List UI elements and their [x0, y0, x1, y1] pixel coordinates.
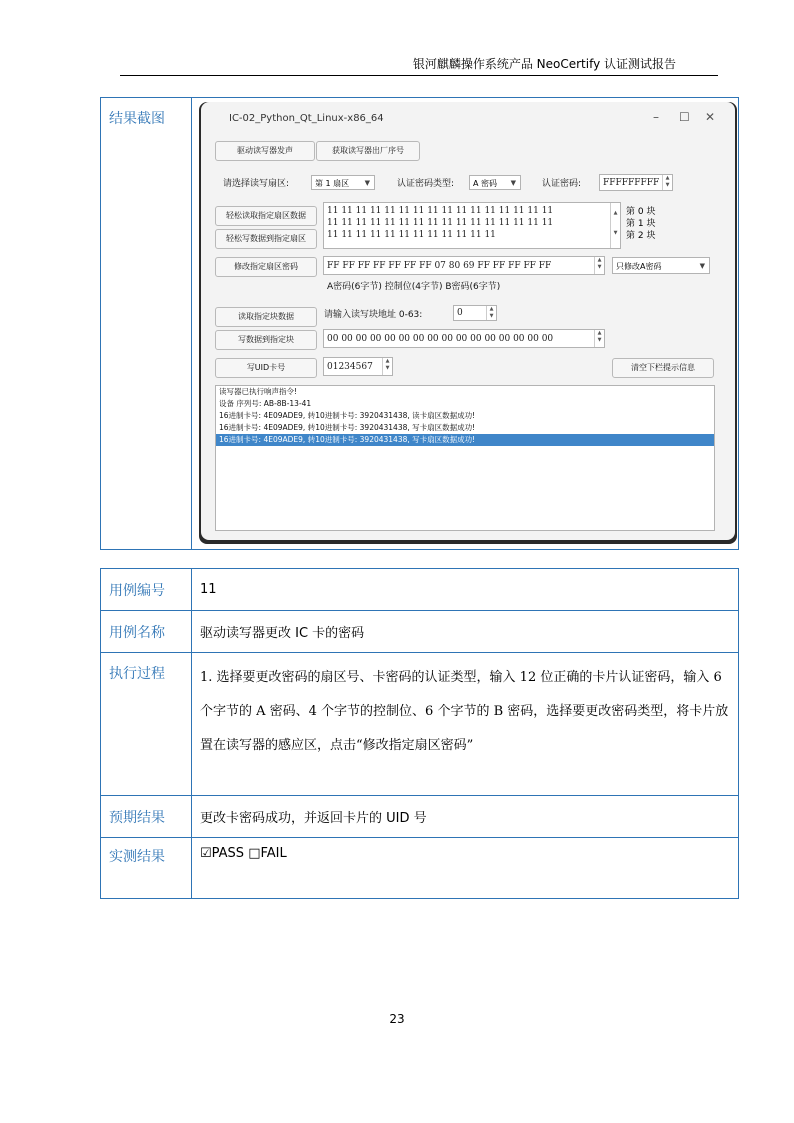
block-labels [626, 206, 655, 242]
maximize-icon[interactable]: ☐ [679, 110, 690, 124]
header-divider [120, 75, 718, 76]
block-label: 第 2 块 [626, 231, 656, 241]
case-name-value: 驱动读写器更改 IC 卡的密码 [192, 611, 739, 653]
app-window [199, 102, 737, 544]
uid-value: 01234567 [327, 362, 373, 372]
sector-select-value: 第 1 扇区 [315, 179, 350, 188]
actual-result-value: ☑PASS □FAIL [192, 838, 739, 899]
uid-input[interactable] [323, 357, 393, 376]
auth-pwd-label: 认证密码: [542, 179, 582, 189]
block-address-input[interactable] [453, 305, 497, 321]
change-mode-select[interactable] [612, 257, 710, 274]
log-item-selected[interactable]: 16进制卡号: 4E09ADE9, 转10进制卡号: 3920431438, 写卡扇区数据成功! [216, 434, 714, 446]
auth-pwd-input[interactable] [599, 174, 673, 191]
block-label: 第 1 块 [626, 219, 656, 229]
block-data-value: 00 00 00 00 00 00 00 00 00 00 00 00 00 00 00 00 [327, 334, 554, 344]
auth-type-value: A 密码 [473, 179, 498, 188]
scrollbar[interactable]: ▲ ▼ [610, 203, 620, 248]
block-address-value: 0 [457, 308, 463, 318]
log-item[interactable]: 16进制卡号: 4E09ADE9, 转10进制卡号: 3920431438, 读卡扇区数据成功! [219, 411, 476, 420]
procedure-label: 执行过程 [101, 653, 192, 796]
spinner-icon[interactable]: ▲ ▼ [486, 306, 496, 320]
new-password-value: FF FF FF FF FF FF FF 07 80 69 FF FF FF FF FF [327, 261, 552, 271]
spinner-icon[interactable]: ▲ ▼ [594, 330, 604, 347]
close-icon[interactable]: ✕ [705, 110, 716, 124]
change-password-button[interactable]: 修改指定扇区密码 [215, 257, 317, 277]
write-block-button[interactable]: 写数据到指定块 [215, 330, 317, 350]
case-id-label: 用例编号 [101, 569, 192, 611]
title-bar [201, 102, 735, 136]
new-password-input[interactable] [323, 256, 605, 275]
get-serial-button[interactable]: 获取读写器出厂序号 [316, 141, 420, 161]
auth-type-label: 认证密码类型: [397, 179, 455, 189]
log-item[interactable]: 读写器已执行响声指令! [219, 387, 298, 396]
clear-log-button[interactable]: 清空下栏提示信息 [612, 358, 714, 378]
screenshot-cell [192, 98, 739, 550]
read-sector-button[interactable]: 轻松读取指定扇区数据 [215, 206, 317, 226]
log-item[interactable]: 设备 序列号: AB-8B-13-41 [219, 399, 312, 408]
sector-select[interactable] [311, 175, 375, 190]
block-address-label: 请输入读写块地址 0-63: [324, 310, 423, 320]
block-data-input[interactable] [323, 329, 605, 348]
change-mode-value: 只修改A密码 [616, 262, 662, 271]
sector-data-textarea[interactable] [323, 202, 621, 249]
password-format-hint: A密码(6字节) 控制位(4字节) B密码(6字节) [327, 282, 501, 292]
expected-result-label: 预期结果 [101, 796, 192, 838]
page-number: 23 [389, 1012, 405, 1026]
log-item[interactable]: 16进制卡号: 4E09ADE9, 转10进制卡号: 3920431438, 写卡扇区数据成功! [219, 423, 476, 432]
spinner-icon[interactable]: ▲ ▼ [662, 175, 672, 190]
procedure-value: 1. 选择要更改密码的扇区号、卡密码的认证类型，输入 12 位正确的卡片认证密码，输入 6 个字节的 A 密码、4 个字节的控制位、6 个字节的 B 密码，选择要更改密码类型，将卡片放置在读写器的感应区，点击“修改指定扇区密码” [192, 653, 739, 796]
test-case-table [100, 568, 739, 899]
expected-result-value: 更改卡密码成功，并返回卡片的 UID 号 [192, 796, 739, 838]
auth-pwd-value: FFFFFFFFF [603, 178, 660, 188]
screenshot-label: 结果截图 [101, 98, 192, 550]
chevron-down-icon: ▼ [699, 262, 705, 270]
auth-type-select[interactable] [469, 175, 521, 190]
log-list[interactable] [215, 385, 715, 531]
sector-data-line: 11 11 11 11 11 11 11 11 11 11 11 11 [327, 230, 496, 240]
actual-result-label: 实测结果 [101, 838, 192, 899]
chevron-down-icon: ▼ [364, 179, 370, 187]
chevron-down-icon: ▼ [510, 179, 516, 187]
minimize-icon[interactable]: – [653, 110, 659, 124]
sector-data-line: 11 11 11 11 11 11 11 11 11 11 11 11 11 11 11 11 [327, 218, 554, 228]
screenshot-table [100, 97, 739, 550]
beep-button[interactable]: 驱动读写器发声 [215, 141, 315, 161]
block-label: 第 0 块 [626, 207, 656, 217]
spinner-icon[interactable]: ▲ ▼ [594, 257, 604, 274]
spinner-icon[interactable]: ▲ ▼ [382, 358, 392, 375]
read-block-button[interactable]: 读取指定块数据 [215, 307, 317, 327]
sector-data-line: 11 11 11 11 11 11 11 11 11 11 11 11 11 11 11 11 [327, 206, 554, 216]
write-uid-button[interactable]: 写UID卡号 [215, 358, 317, 378]
write-sector-button[interactable]: 轻松写数据到指定扇区 [215, 229, 317, 249]
case-name-label: 用例名称 [101, 611, 192, 653]
window-title: IC-02_Python_Qt_Linux-x86_64 [229, 113, 384, 124]
page-header-title: 银河麒麟操作系统产品 NeoCertify 认证测试报告 [412, 57, 676, 71]
sector-label: 请选择读写扇区: [223, 179, 290, 189]
case-id-value: 11 [192, 569, 739, 611]
